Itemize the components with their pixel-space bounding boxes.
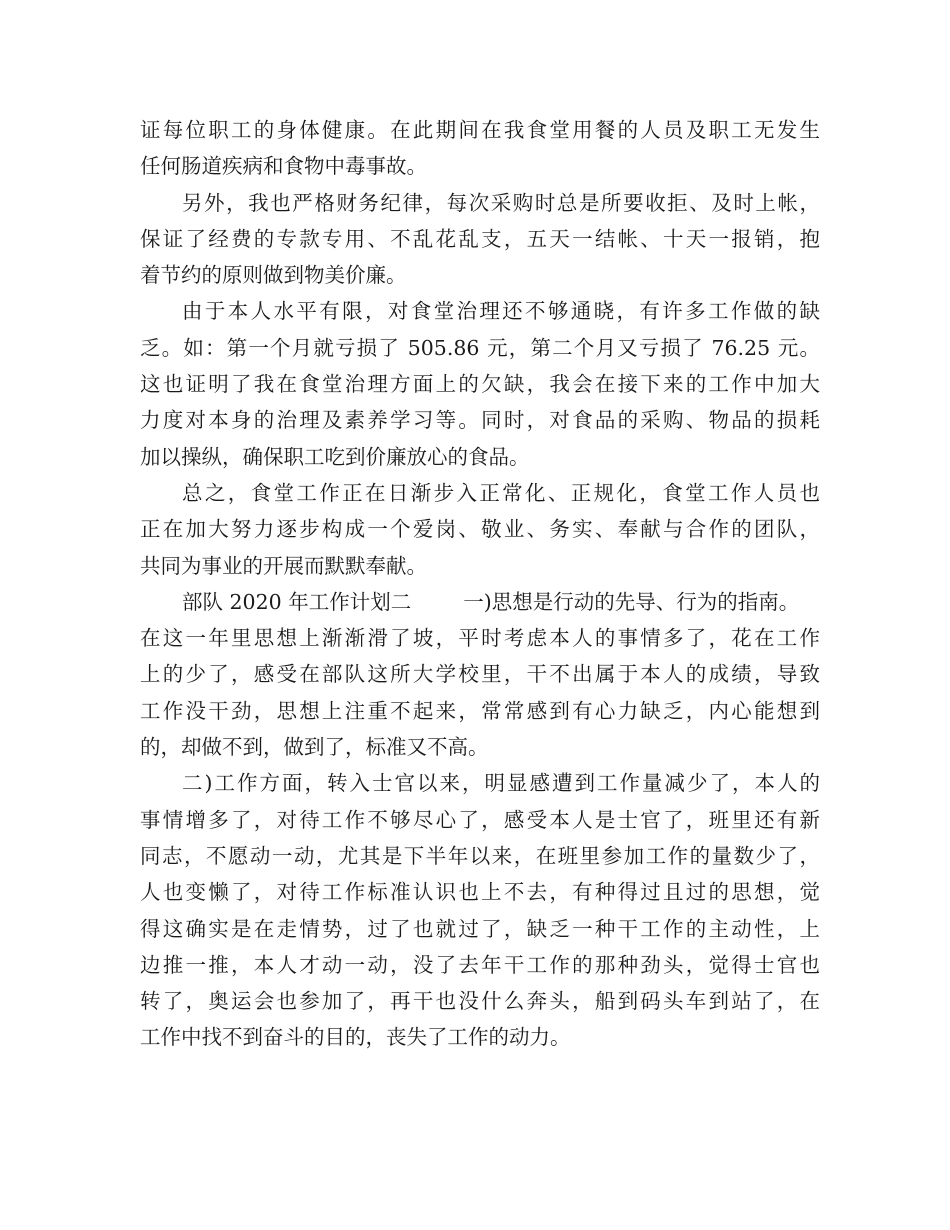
- text-line: 保证了经费的专款专用、不乱花乱支，五天一结帐、十天一报销，抱: [140, 226, 820, 251]
- text-line: 另外，我也严格财务纪律，每次采购时总是所要收拒、及时上帐，: [182, 190, 820, 215]
- text-line: 二)工作方面，转入士官以来，明显感遭到工作量减少了，本人的: [182, 771, 820, 796]
- text-line: 这也证明了我在食堂治理方面上的欠缺，我会在接下来的工作中加大: [140, 372, 820, 397]
- text-line: 共同为事业的开展而默默奉献。: [140, 553, 427, 578]
- text-line: 由于本人水平有限，对食堂治理还不够通晓，有许多工作做的缺: [182, 299, 820, 324]
- text-line: 人也变懒了，对待工作标准认识也上不去，有种得过且过的思想，觉: [140, 880, 820, 905]
- text-line: 乏。如：第一个月就亏损了 505.86 元，第二个月又亏损了 76.25 元。: [140, 335, 820, 360]
- text-line: [140, 584, 820, 620]
- paragraph: [140, 293, 820, 474]
- text-line: 上的少了，感受在部队这所大学校里，干不出属于本人的成绩，导致: [140, 662, 820, 687]
- text-line: 证每位职工的身体健康。在此期间在我食堂用餐的人员及职工无发生: [140, 118, 820, 142]
- paragraph: [140, 584, 820, 765]
- text-span: 一)思想是行动的先导、行为的指南。: [463, 589, 800, 614]
- text-line: 加以操纵，确保职工吃到价廉放心的食品。: [140, 444, 530, 469]
- text-line: 边推一推，本人才动一动，没了去年干工作的那种劲头，觉得士官也: [140, 952, 820, 977]
- text-line: 着节约的原则做到物美价廉。: [140, 263, 407, 288]
- text-line: 工作没干劲，思想上注重不起来，常常感到有心力缺乏，内心能想到: [140, 698, 820, 723]
- text-line: 转了，奥运会也参加了，再干也没什么奔头，船到码头车到站了，在: [140, 989, 820, 1014]
- text-line: 力度对本身的治理及素养学习等。同时，对食品的采购、物品的损耗: [140, 408, 820, 433]
- paragraph: [140, 475, 820, 584]
- paragraph: [140, 185, 820, 294]
- text-line: 的，却做不到，做到了，标准又不高。: [140, 735, 489, 760]
- section-heading: 部队 2020 年工作计划二: [182, 589, 412, 614]
- text-line: 事情增多了，对待工作不够尽心了，感受本人是士官了，班里还有新: [140, 807, 820, 832]
- text-line: 工作中找不到奋斗的目的，丧失了工作的动力。: [140, 1025, 571, 1050]
- text-line: 正在加大努力逐步构成一个爱岗、敬业、务实、奉献与合作的团队，: [140, 517, 820, 542]
- text-line: 任何肠道疾病和食物中毒事故。: [140, 154, 427, 179]
- text-line: 在这一年里思想上渐渐滑了坡，平时考虑本人的事情多了，花在工作: [140, 626, 820, 651]
- paragraph: [140, 112, 820, 185]
- text-line: 得这确实是在走情势，过了也就过了，缺乏一种干工作的主动性，上: [140, 916, 820, 941]
- text-line: 总之，食堂工作正在日渐步入正常化、正规化，食堂工作人员也: [182, 480, 820, 505]
- document-body: [140, 112, 820, 1056]
- text-line: 同志，不愿动一动，尤其是下半年以来，在班里参加工作的量数少了，: [140, 843, 820, 868]
- paragraph: [140, 765, 820, 1055]
